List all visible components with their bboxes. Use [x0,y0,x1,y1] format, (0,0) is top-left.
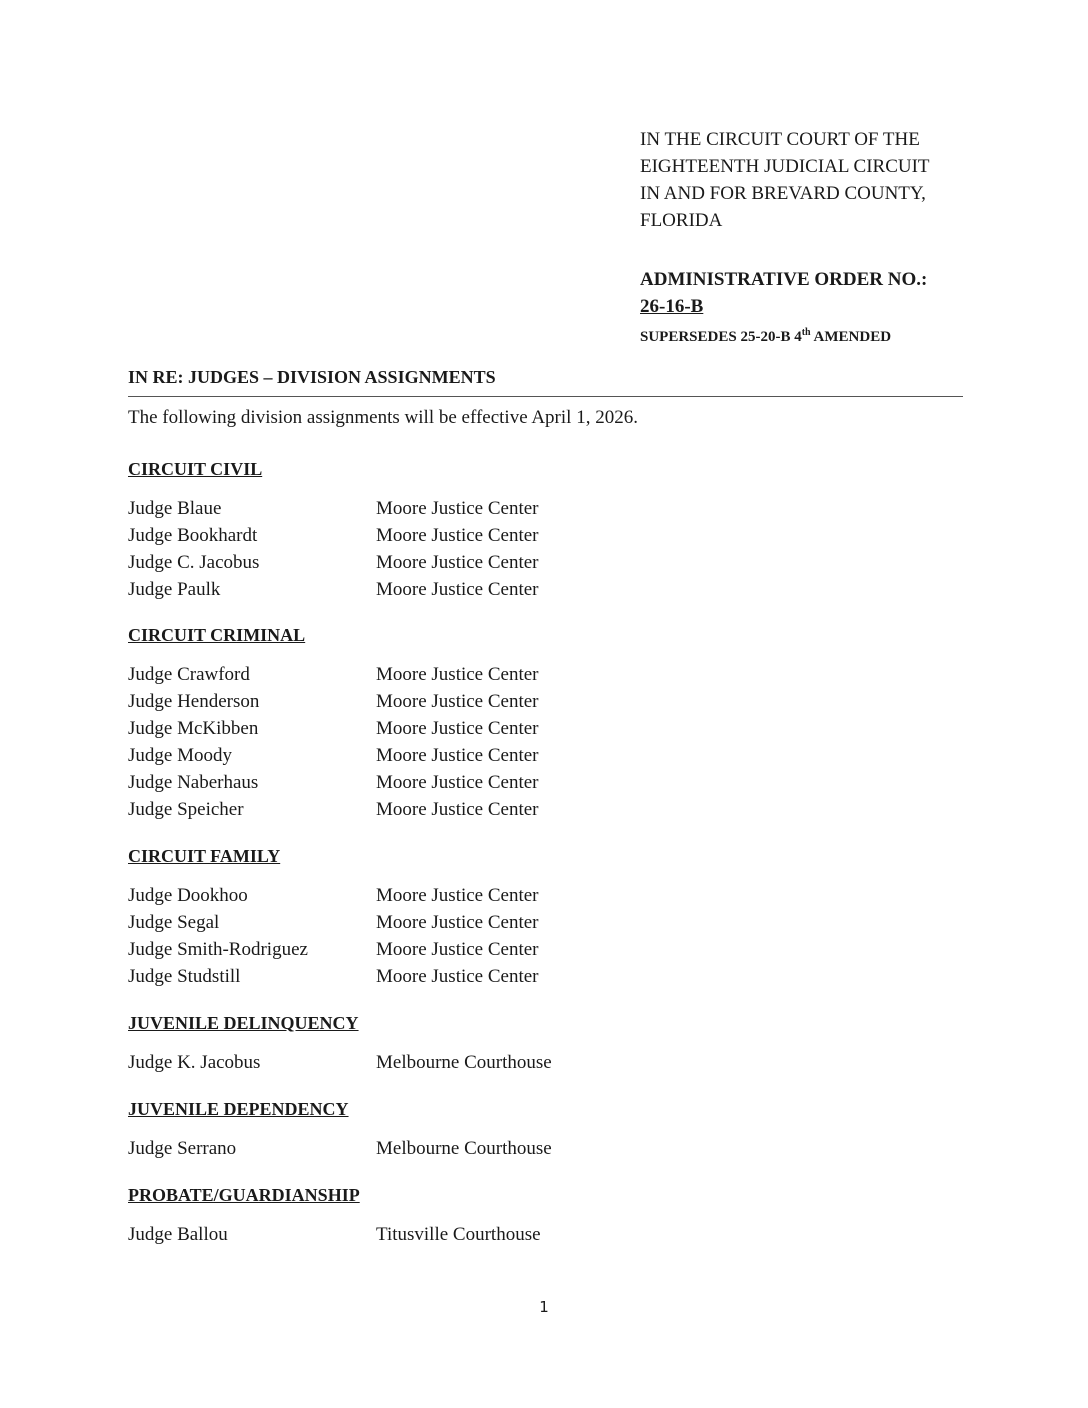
location: Moore Justice Center [376,664,539,685]
assignment-row [128,1221,828,1248]
assignment-row [128,715,828,742]
assignment-row [128,796,828,823]
in-re-heading: IN RE: JUDGES – DIVISION ASSIGNMENTS [128,367,496,387]
section-probate-guardianship [128,1183,828,1248]
location: Titusville Courthouse [376,1224,541,1245]
assignment-row [128,909,828,936]
assignment-row [128,661,828,688]
court-caption [640,126,970,234]
assignment-row [128,769,828,796]
judge-name: Judge Serrano [128,1138,237,1159]
assignment-row [128,742,828,769]
judge-name: Judge Ballou [128,1224,228,1245]
supersedes-line [640,320,970,350]
assignment-row [128,495,828,522]
section-heading: CIRCUIT CIVIL [128,459,263,479]
section-heading: CIRCUIT CRIMINAL [128,625,306,645]
judge-name: Judge Segal [128,912,220,933]
assignment-row [128,936,828,963]
assignment-row [128,963,828,990]
section-heading: PROBATE/GUARDIANSHIP [128,1185,360,1205]
location: Moore Justice Center [376,552,539,573]
section-juvenile-delinquency [128,1011,828,1076]
judge-name: Judge Blaue [128,498,222,519]
page-number: 1 [539,1298,549,1316]
location: Moore Justice Center [376,885,539,906]
judge-name: Judge Smith-Rodriguez [128,939,308,960]
order-title: ADMINISTRATIVE ORDER NO.: [640,269,928,290]
location: Melbourne Courthouse [376,1138,552,1159]
judge-name: Judge McKibben [128,718,259,739]
supersedes-superscript: th [801,327,811,338]
location: Moore Justice Center [376,939,539,960]
assignment-row [128,688,828,715]
section-heading: JUVENILE DEPENDENCY [128,1099,349,1119]
court-line: EIGHTEENTH JUDICIAL CIRCUIT [640,156,930,177]
assignment-row [128,576,828,603]
location: Moore Justice Center [376,966,539,987]
section-circuit-family [128,844,828,990]
judge-name: Judge Dookhoo [128,885,248,906]
assignment-row [128,1049,828,1076]
location: Moore Justice Center [376,579,539,600]
supersedes-prefix: SUPERSEDES 25-20-B 4 [640,329,802,345]
order-number: 26-16-B [640,296,704,317]
judge-name: Judge Naberhaus [128,772,259,793]
section-heading: CIRCUIT FAMILY [128,846,281,866]
location: Moore Justice Center [376,525,539,546]
judge-name: Judge Henderson [128,691,260,712]
section-circuit-civil [128,457,828,603]
assignment-row [128,549,828,576]
location: Moore Justice Center [376,772,539,793]
court-line: IN THE CIRCUIT COURT OF THE [640,129,920,150]
order-block [640,266,970,350]
section-heading: JUVENILE DELINQUENCY [128,1013,359,1033]
supersedes-suffix: AMENDED [810,329,892,345]
judge-name: Judge Crawford [128,664,250,685]
location: Moore Justice Center [376,718,539,739]
judge-name: Judge K. Jacobus [128,1052,261,1073]
judge-name: Judge Bookhardt [128,525,258,546]
assignment-row [128,1135,828,1162]
heading-divider [128,396,963,397]
intro-text: The following division assignments will be effective April 1, 2026. [128,407,638,428]
location: Moore Justice Center [376,912,539,933]
location: Moore Justice Center [376,799,539,820]
court-line: FLORIDA [640,210,723,231]
assignment-row [128,522,828,549]
section-juvenile-dependency [128,1097,828,1162]
court-line: IN AND FOR BREVARD COUNTY, [640,183,926,204]
location: Melbourne Courthouse [376,1052,552,1073]
judge-name: Judge Studstill [128,966,241,987]
location: Moore Justice Center [376,745,539,766]
judge-name: Judge C. Jacobus [128,552,260,573]
assignment-row [128,882,828,909]
location: Moore Justice Center [376,498,539,519]
section-circuit-criminal [128,623,828,823]
judge-name: Judge Moody [128,745,232,766]
judge-name: Judge Speicher [128,799,244,820]
location: Moore Justice Center [376,691,539,712]
judge-name: Judge Paulk [128,579,221,600]
